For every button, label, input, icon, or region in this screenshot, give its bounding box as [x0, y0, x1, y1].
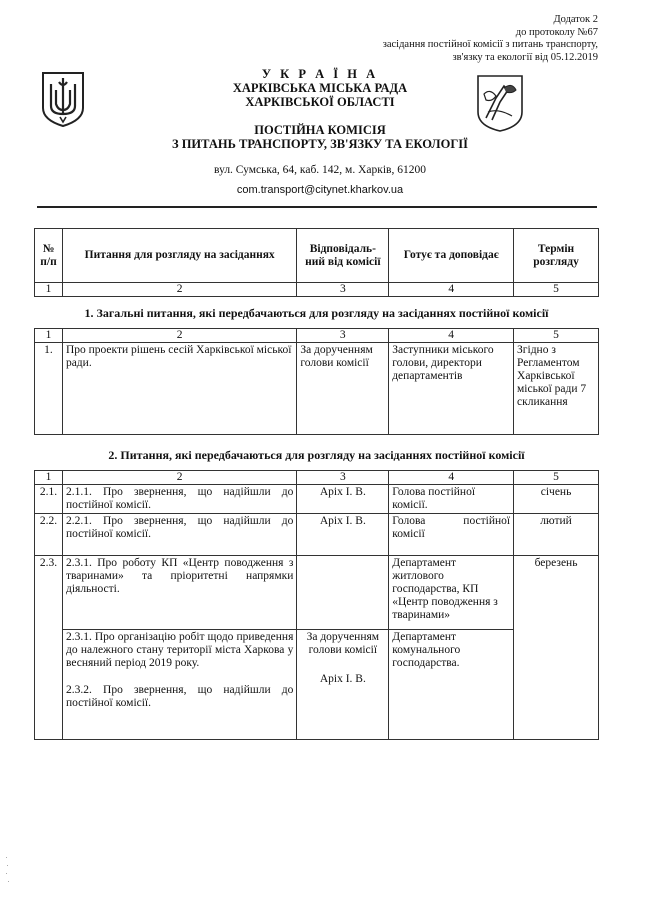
section-1-title: 1. Загальні питання, які передбачаються для розгляду на засіданнях постійної комісії [84, 306, 549, 320]
table-row [35, 485, 599, 514]
oblast-title: ХАРКІВСЬКОЇ ОБЛАСТІ [245, 95, 395, 109]
addendum-line-3: засідання постійної комісії з питань транспорту, [382, 39, 598, 50]
row-responsible: Аріх І. В. [297, 514, 389, 556]
addendum-line-1: Додаток 2 [553, 14, 598, 25]
col-responsible-header: Відповідаль-ний від комісії [297, 229, 389, 283]
street-address: вул. Сумська, 64, каб. 142, м. Харків, 61200 [214, 164, 426, 176]
plan-header-table [34, 228, 599, 297]
column-index: 2 [62, 471, 296, 485]
row-responsible: Аріх І. В. [297, 485, 389, 514]
sub-presenter: Департамент комунального господарства. [389, 630, 514, 740]
row-question: 2.3.1. Про роботу КП «Центр поводження з тваринами» та пріоритетні напрямки діяльності. [62, 556, 296, 630]
row-number: 1. [35, 343, 63, 435]
council-title: ХАРКІВСЬКА МІСЬКА РАДА [232, 81, 408, 95]
column-index: 3 [297, 329, 389, 343]
row-term: січень [514, 485, 599, 514]
column-index: 2 [62, 283, 296, 297]
sub-responsible-2: Аріх І. В. [319, 673, 366, 685]
addendum-line-4: зв'язку та екології від 05.12.2019 [452, 51, 598, 63]
column-index: 3 [297, 471, 389, 485]
table-row [35, 514, 599, 556]
row-responsible: За дорученням голови комісії [297, 343, 389, 435]
column-index: 1 [35, 329, 63, 343]
col-question-header: Питання для розгляду на засіданнях [62, 229, 296, 283]
row-number: 2.1. [35, 485, 63, 514]
row-number: 2.3. [35, 556, 63, 740]
sub-responsible-1: За дорученням голови комісії [306, 631, 380, 656]
row-question: 2.1.1. Про звернення, що надійшли до постійної комісії. [62, 485, 296, 514]
committee-title-line-2: З ПИТАНЬ ТРАНСПОРТУ, ЗВ'ЯЗКУ ТА ЕКОЛОГІЇ [171, 137, 469, 151]
row-question: Про проекти рішень сесій Харківської міської ради. [62, 343, 296, 435]
column-index: 5 [514, 329, 599, 343]
column-index: 4 [389, 329, 514, 343]
column-index: 5 [514, 471, 599, 485]
row-question: 2.2.1. Про звернення, що надійшли до постійної комісії. [62, 514, 296, 556]
col-term-header: Термін розгляду [514, 229, 599, 283]
header-divider [37, 206, 597, 208]
row-presenter: Голова постійної комісії [389, 514, 514, 556]
column-index: 4 [389, 471, 514, 485]
column-index: 5 [514, 283, 599, 297]
row-term: лютий [514, 514, 599, 556]
row-presenter: Голова постійної комісії. [389, 485, 514, 514]
sub-responsible-cell [297, 630, 389, 740]
row-term: Згідно з Регламентом Харківської міської ради 7 скликання [514, 343, 599, 435]
sub-questions-cell [62, 630, 296, 740]
column-index: 1 [35, 283, 63, 297]
section-1-table [34, 328, 599, 435]
column-index: 1 [35, 471, 63, 485]
column-index: 4 [389, 283, 514, 297]
sub-question-1: 2.3.1. Про організацію робіт щодо приведення до належного стану території міста Харкова у весняний період 2019 року. [65, 631, 294, 669]
country-title: У К Р А Ї Н А [261, 67, 379, 81]
table-row [35, 343, 599, 435]
row-term: березень [514, 556, 599, 740]
table-row [35, 556, 599, 630]
sub-question-2: 2.3.2. Про звернення, що надійшли до постійної комісії. [65, 684, 294, 709]
section-2-table [34, 470, 599, 740]
row-presenter: Заступники міського голови, директори департаментів [389, 343, 514, 435]
committee-title-line-1: ПОСТІЙНА КОМІСІЯ [254, 123, 386, 137]
row-presenter: Департамент житлового господарства, КП «Центр поводження з тваринами» [389, 556, 514, 630]
row-responsible [297, 556, 389, 630]
section-2-title: 2. Питання, які передбачаються для розгляду на засіданнях постійної комісії [108, 448, 525, 462]
email-address: com.transport@citynet.kharkov.ua [236, 184, 404, 196]
col-presenter-header: Готує та доповідає [389, 229, 514, 283]
column-index: 3 [297, 283, 389, 297]
addendum-note [338, 14, 598, 64]
addendum-line-2: до протоколу №67 [515, 26, 598, 38]
scan-specks [5, 855, 11, 885]
col-number-header: № п/п [35, 229, 63, 283]
column-index: 2 [62, 329, 296, 343]
row-number: 2.2. [35, 514, 63, 556]
trident-emblem-icon [40, 70, 86, 128]
